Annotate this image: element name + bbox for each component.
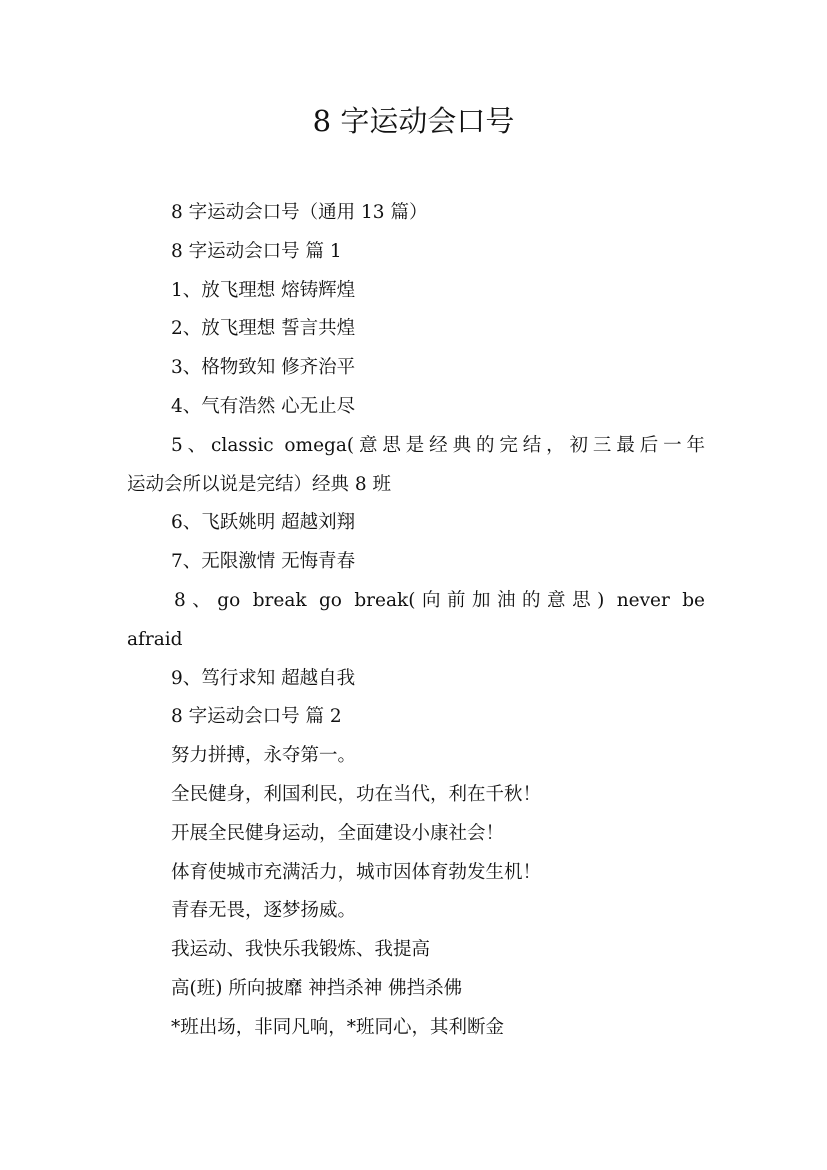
document-body bbox=[127, 194, 705, 1048]
slogan-line-continuation: 运动会所以说是完结）经典 8 班 bbox=[127, 473, 392, 495]
slogan-line: 开展全民健身运动，全面建设小康社会！ bbox=[171, 822, 505, 844]
slogan-line: 8、go break go break(向前加油的意思) never be bbox=[174, 589, 705, 611]
slogan-line: 体育使城市充满活力，城市因体育勃发生机！ bbox=[171, 861, 542, 883]
doc-subtitle: 8 字运动会口号（通用 13 篇） bbox=[171, 202, 428, 223]
section-heading-1: 8 字运动会口号 篇 1 bbox=[171, 240, 342, 262]
slogan-line: 青春无畏，逐梦扬威。 bbox=[171, 900, 357, 922]
slogan-line: 努力拼搏，永夺第一。 bbox=[171, 745, 357, 767]
document-title: 8 字运动会口号 bbox=[312, 104, 515, 138]
slogan-line: 我运动、我快乐我锻炼、我提高 bbox=[171, 939, 431, 961]
slogan-line: *班出场，非同凡响，*班同心，其利断金 bbox=[171, 1016, 505, 1038]
slogan-line: 全民健身，利国利民，功在当代，利在千秋！ bbox=[171, 783, 542, 805]
slogan-line: 5、classic omega(意思是经典的完结，初三最后一年 bbox=[171, 434, 705, 456]
slogan-line: 9、笃行求知 超越自我 bbox=[171, 667, 356, 689]
slogan-line: 6、飞跃姚明 超越刘翔 bbox=[171, 512, 356, 534]
slogan-line: 1、放飞理想 熔铸辉煌 bbox=[171, 279, 356, 301]
slogan-line: 4、气有浩然 心无止尽 bbox=[171, 395, 356, 417]
slogan-line: 3、格物致知 修齐治平 bbox=[171, 357, 356, 379]
slogan-line: 2、放飞理想 誓言共煌 bbox=[171, 318, 356, 340]
slogan-line-continuation: afraid bbox=[127, 628, 183, 650]
section-heading-2: 8 字运动会口号 篇 2 bbox=[171, 706, 342, 728]
slogan-line: 高(班) 所向披靡 神挡杀神 佛挡杀佛 bbox=[171, 977, 463, 999]
slogan-line: 7、无限激情 无悔青春 bbox=[171, 551, 356, 573]
